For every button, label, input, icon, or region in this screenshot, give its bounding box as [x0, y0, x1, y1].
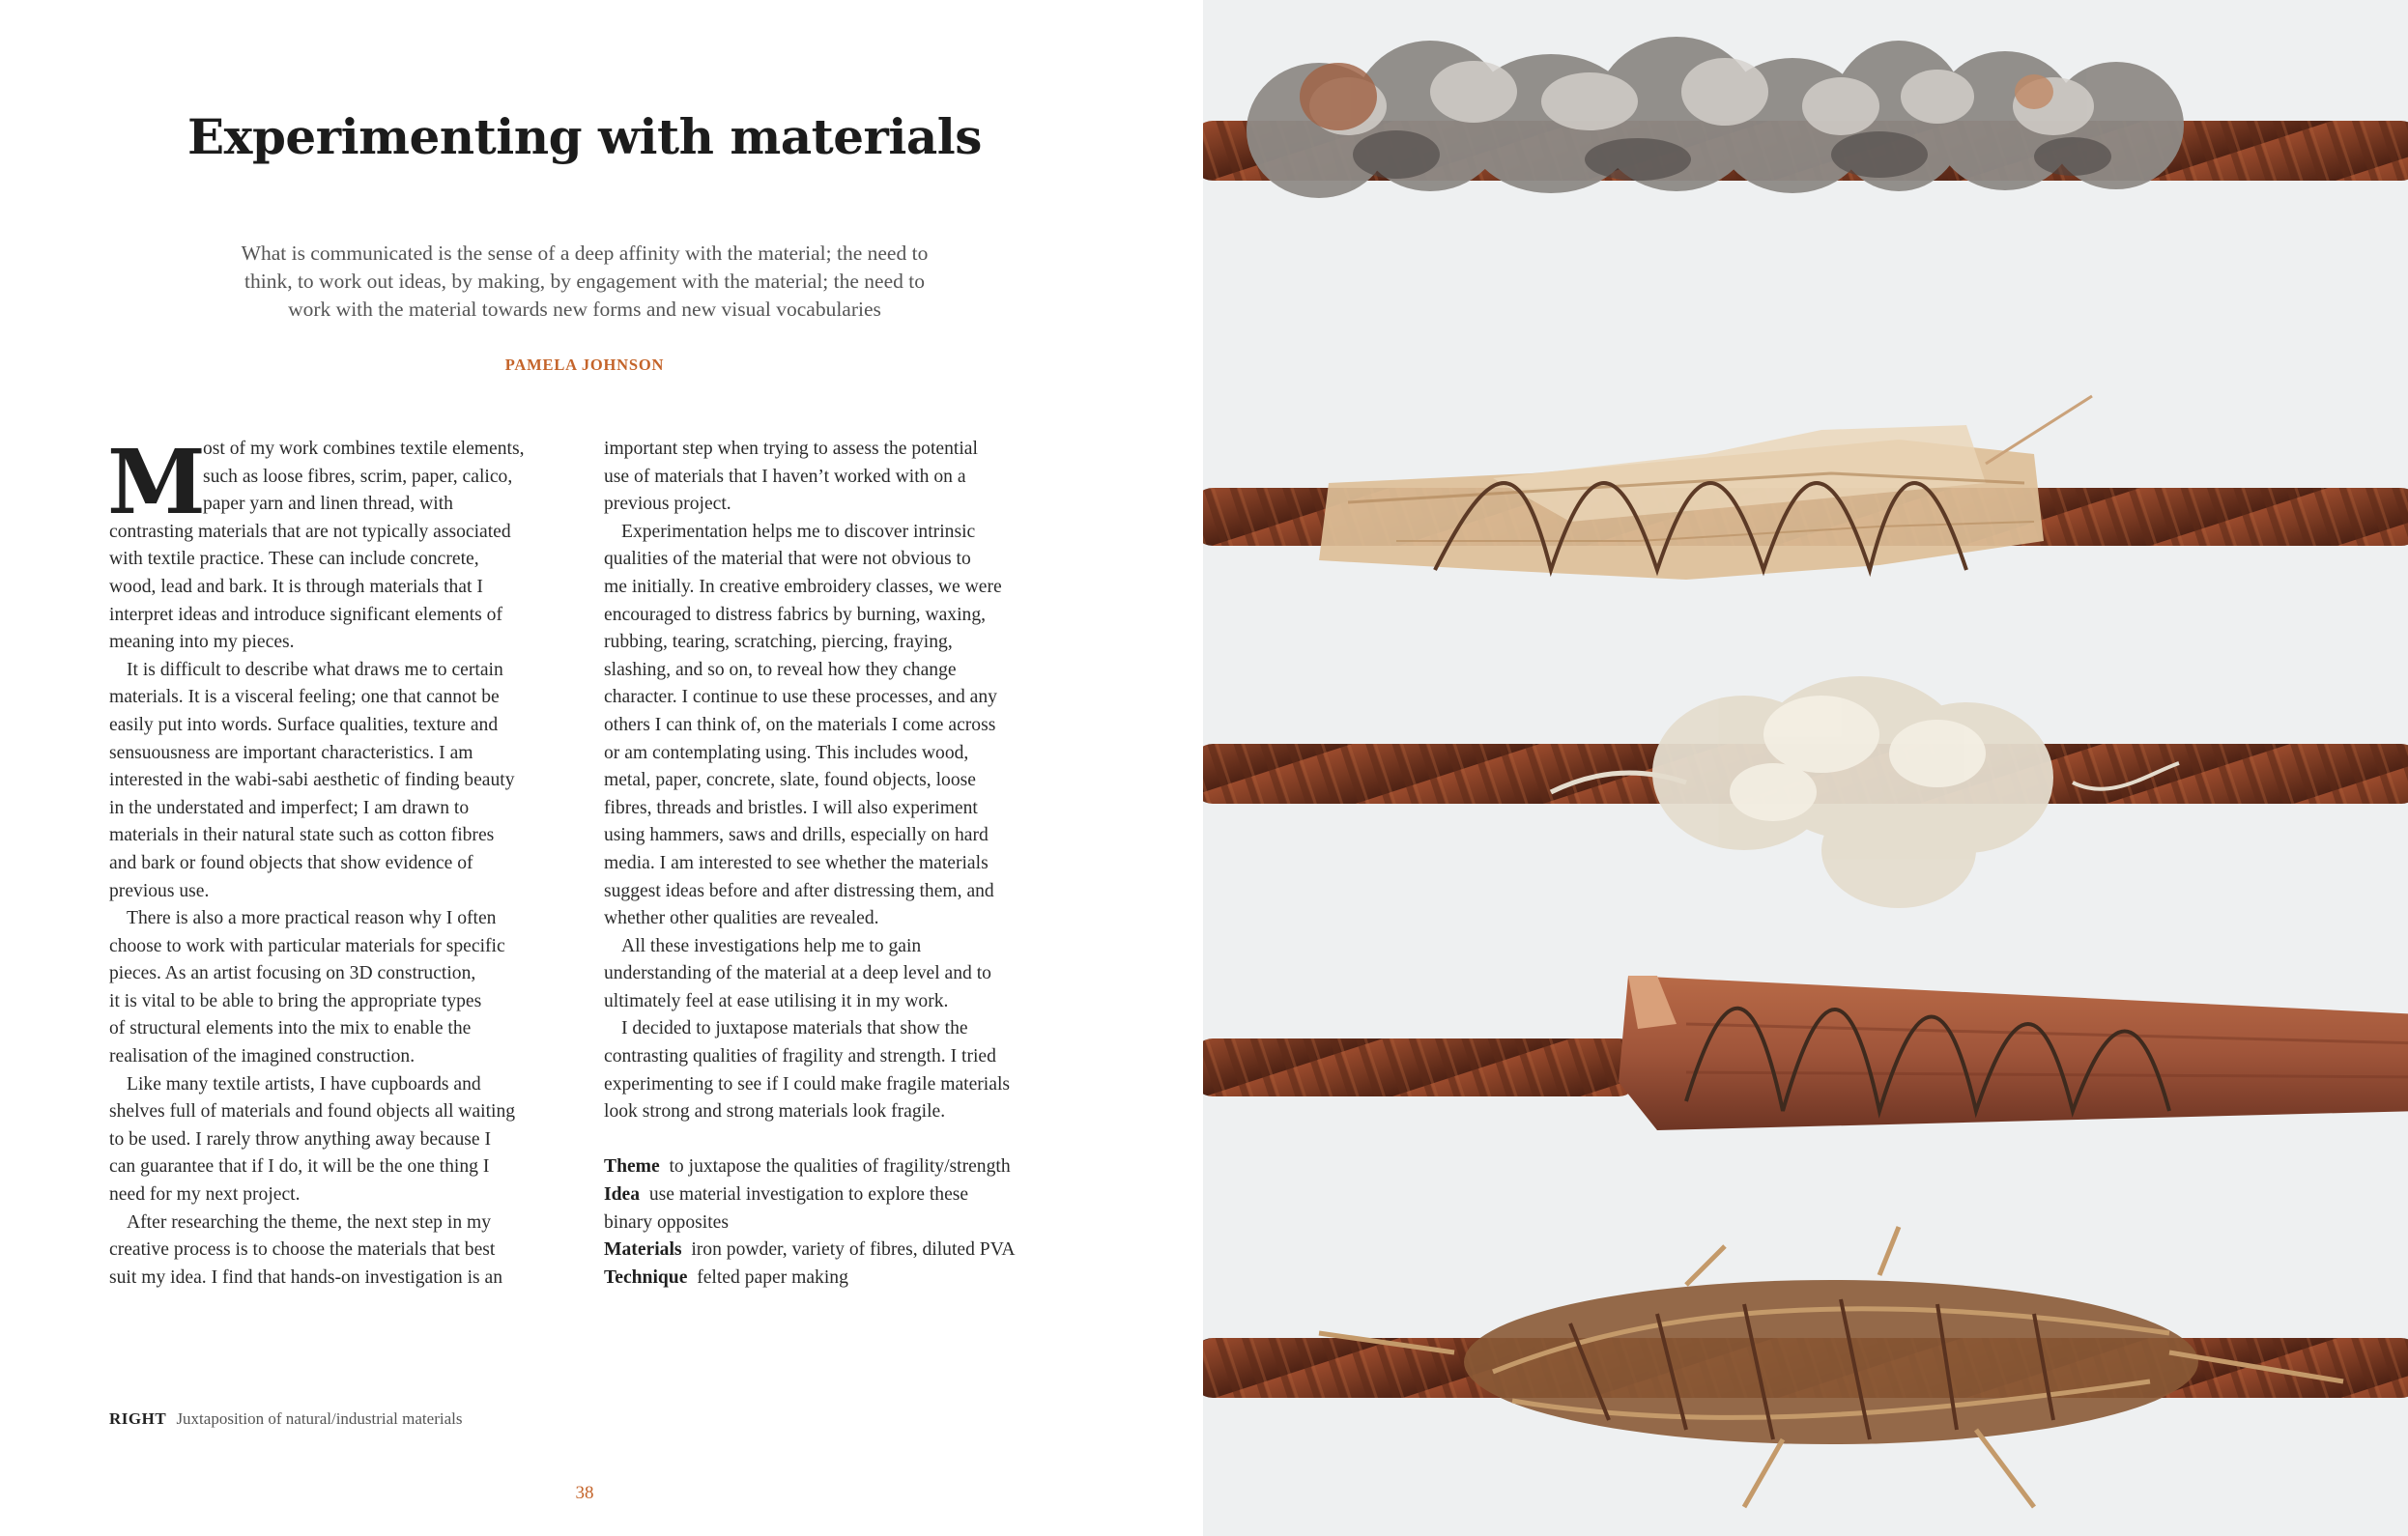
body-line: understanding of the material at a deep level and to [604, 963, 991, 984]
epigraph-quote [203, 240, 966, 324]
body-line: such as loose fibres, scrim, paper, calico, [203, 466, 513, 487]
body-line: contrasting qualities of fragility and strength. I tried [604, 1046, 996, 1067]
caption-text: Juxtaposition of natural/industrial materials [176, 1409, 463, 1428]
rebar-photograph [1203, 0, 2408, 1536]
body-line: whether other qualities are revealed. [604, 908, 879, 929]
body-line: materials. It is a visceral feeling; one that cannot be [109, 687, 500, 708]
detail-idea [604, 1181, 1073, 1209]
body-line: previous project. [604, 494, 731, 515]
body-line: can guarantee that if I do, it will be the one thing I [109, 1156, 490, 1178]
body-line: easily put into words. Surface qualities, texture and [109, 714, 499, 735]
body-line: There is also a more practical reason why I often [127, 908, 497, 929]
detail-technique [604, 1265, 1073, 1293]
photo-illustration [1203, 0, 2408, 1536]
body-line: choose to work with particular materials for specific [109, 935, 505, 956]
body-line: ost of my work combines textile elements, [203, 439, 525, 459]
body-line: suggest ideas before and after distressing them, and [604, 880, 994, 901]
body-line: qualities of the material that were not obvious to [604, 549, 971, 570]
body-line: materials in their natural state such as cotton fibres [109, 825, 495, 846]
body-line: wood, lead and bark. It is through materials that I [109, 576, 483, 597]
body-line: shelves full of materials and found objects all waiting [109, 1101, 516, 1123]
body-line: contrasting materials that are not typically associated [109, 521, 511, 542]
detail-value: use material investigation to explore these [648, 1184, 969, 1206]
body-line: use of materials that I haven’t worked with on a [604, 466, 966, 487]
body-line: of structural elements into the mix to enable the [109, 1018, 472, 1039]
body-line: it is vital to be able to bring the appropriate types [109, 990, 482, 1011]
body-line: using hammers, saws and drills, especially on hard [604, 825, 989, 846]
body-line: interested in the wabi-sabi aesthetic of finding beauty [109, 770, 515, 791]
body-line: metal, paper, concrete, slate, found objects, loose [604, 770, 976, 791]
body-line: look strong and strong materials look fragile. [604, 1101, 946, 1123]
body-line: meaning into my pieces. [109, 632, 295, 653]
detail-theme [604, 1153, 1073, 1181]
page-number: 38 [575, 1483, 594, 1503]
body-line: suit my idea. I find that hands-on investigation is an [109, 1266, 503, 1288]
epigraph-line: What is communicated is the sense of a deep affinity with the material; the need to [241, 242, 929, 265]
epigraph-line: work with the material towards new forms and new visual vocabularies [288, 298, 881, 321]
epigraph-line: think, to work out ideas, by making, by engagement with the material; the need to [244, 270, 925, 293]
body-line: previous use. [109, 880, 210, 901]
body-line: All these investigations help me to gain [621, 935, 922, 956]
body-line: ultimately feel at ease utilising it in my work. [604, 990, 949, 1011]
body-line: creative process is to choose the materials that best [109, 1239, 496, 1261]
body-line: Experimentation helps me to discover intrinsic [621, 521, 976, 542]
article-title: Experimenting with materials [187, 108, 982, 165]
photo-caption [109, 1409, 462, 1429]
body-line: to be used. I rarely throw anything away because I [109, 1128, 491, 1150]
body-line: rubbing, tearing, scratching, piercing, fraying, [604, 632, 953, 653]
body-line: me initially. In creative embroidery classes, we were [604, 576, 1002, 597]
body-line: or am contemplating using. This includes wood, [604, 742, 969, 763]
drop-cap-letter: M [107, 430, 206, 534]
body-line: paper yarn and linen thread, with [203, 494, 453, 515]
body-line: realisation of the imagined construction. [109, 1046, 416, 1067]
paragraph-spacer [604, 1126, 1073, 1154]
body-line: It is difficult to describe what draws me to certain [127, 659, 503, 680]
body-line: After researching the theme, the next step in my [127, 1211, 492, 1233]
body-line: important step when trying to assess the potential [604, 439, 978, 459]
detail-value: to juxtapose the qualities of fragility/strength [669, 1156, 1011, 1178]
body-column-2 [604, 436, 1073, 1292]
detail-label: Idea [604, 1184, 641, 1206]
detail-value: felted paper making [697, 1266, 848, 1288]
body-line: sensuousness are important characteristics. I am [109, 742, 473, 763]
body-line: encouraged to distress fabrics by burning, waxing, [604, 604, 987, 625]
left-page [0, 0, 1203, 1536]
body-line: need for my next project. [109, 1184, 301, 1206]
detail-label: Materials [604, 1239, 682, 1261]
detail-materials [604, 1237, 1073, 1265]
caption-label: RIGHT [109, 1409, 167, 1428]
body-line: in the understated and imperfect; I am drawn to [109, 797, 470, 818]
body-line: pieces. As an artist focusing on 3D construction, [109, 963, 476, 984]
body-line: and bark or found objects that show evidence of [109, 852, 473, 873]
body-line: experimenting to see if I could make fragile materials [604, 1073, 1011, 1095]
body-line: media. I am interested to see whether the materials [604, 852, 989, 873]
body-line: interpret ideas and introduce significant elements of [109, 604, 502, 625]
body-line: fibres, threads and bristles. I will also experiment [604, 797, 978, 818]
body-line: character. I continue to use these processes, and any [604, 687, 997, 708]
body-column-1 [107, 430, 578, 1292]
detail-value: iron powder, variety of fibres, diluted PVA [691, 1239, 1016, 1261]
detail-label: Theme [604, 1156, 660, 1178]
body-line: Like many textile artists, I have cupboards and [127, 1073, 481, 1095]
body-line: I decided to juxtapose materials that show the [621, 1018, 968, 1039]
epigraph-author: PAMELA JOHNSON [504, 356, 665, 374]
body-line: others I can think of, on the materials I come across [604, 714, 996, 735]
detail-label: Technique [604, 1266, 688, 1288]
body-line: with textile practice. These can include concrete, [109, 549, 479, 570]
detail-idea-continued: binary opposites [604, 1211, 729, 1233]
body-line: slashing, and so on, to reveal how they change [604, 659, 957, 680]
